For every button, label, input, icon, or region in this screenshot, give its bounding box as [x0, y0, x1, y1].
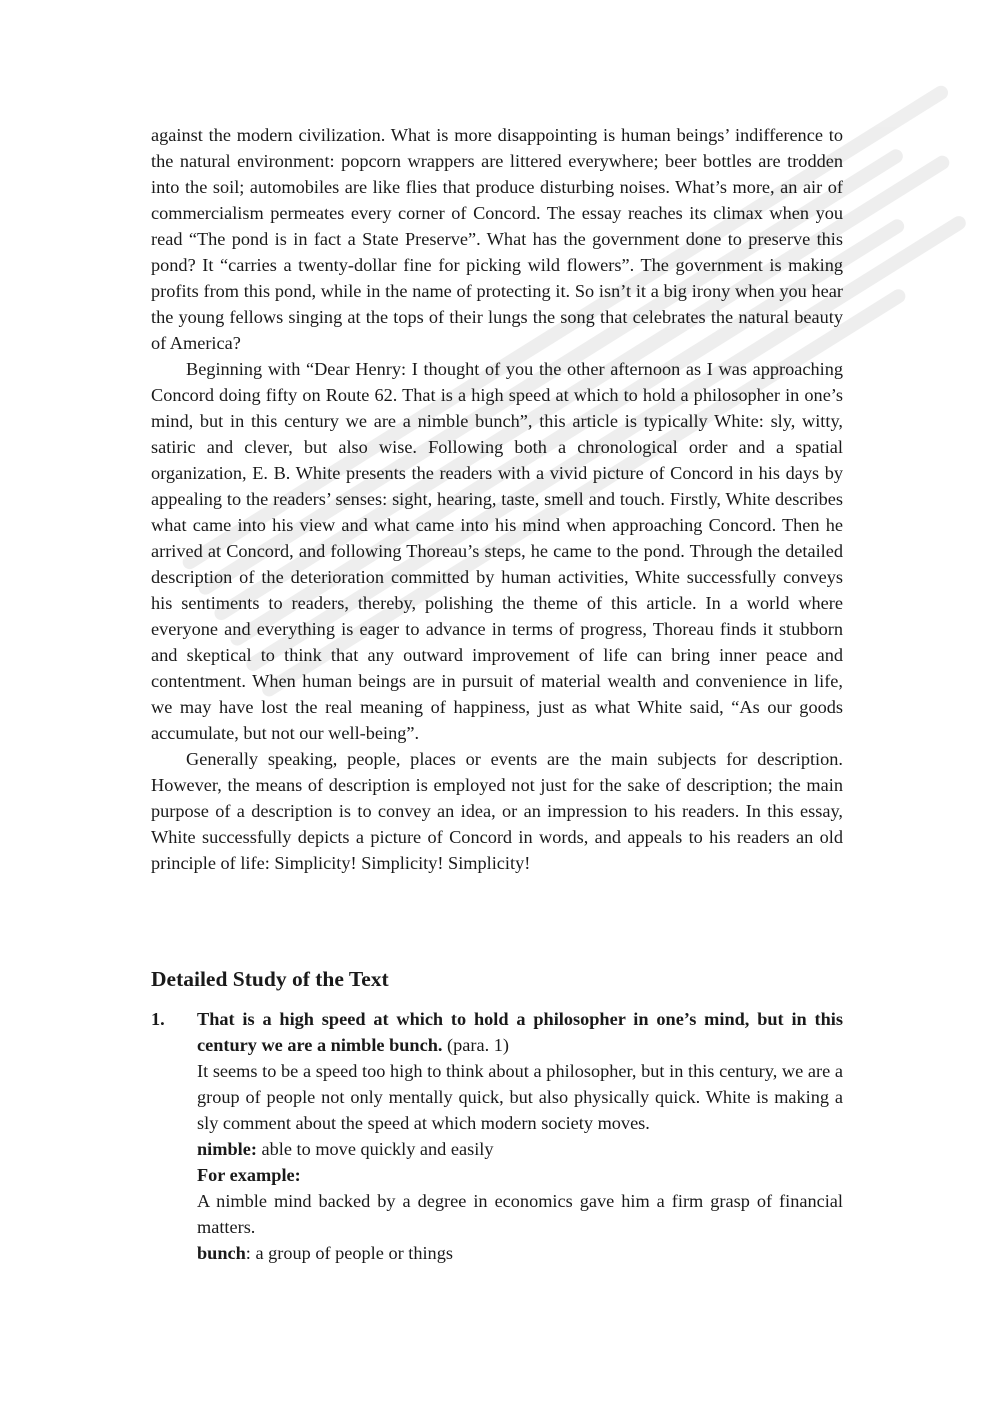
study-item-1 [151, 1006, 843, 1266]
item-explanation: It seems to be a speed too high to think about a philosopher, but in this century, we are a group of people not only mentally quick, but also physically quick. White is making a sly comment about the speed at which modern society moves. [197, 1061, 843, 1133]
example-label: For example: [197, 1165, 301, 1185]
page-content [151, 122, 843, 1263]
item-body [197, 1006, 843, 1266]
paragraph-1: against the modern civilization. What is more disappointing is human beings’ indifference to the natural environment: popcorn wrappers are littered everywhere; beer bottles are trodden into the soil; automobiles are like flies that produce disturbing noises. What’s more, an air of commercialism permeates every corner of Concord. The essay reaches its climax when you read “The pond is in fact a State Preserve”. What has the government done to preserve this pond? It “carries a twenty-dollar fine for picking wild flowers”. The government is making profits from this pond, while in the name of protecting it. So isn’t it a big irony when you hear the young fellows singing at the tops of their lungs the song that celebrates the natural beauty of America? [151, 125, 843, 353]
paragraph-3: Generally speaking, people, places or events are the main subjects for description. However, the means of description is employed not just for the sake of description; the main purpose of a description is to convey an idea, or an impression to his readers. In this essay, White successfully depicts a picture of Concord in words, and appeals to his readers an old principle of life: Simplicity! Simplicity! Simplicity! [151, 749, 843, 873]
vocab-nimble [197, 1136, 843, 1162]
example-text: A nimble mind backed by a degree in economics gave him a firm grasp of financial matters. [197, 1191, 843, 1237]
item-number: 1. [151, 1009, 165, 1029]
item-ref: (para. 1) [442, 1035, 509, 1055]
vocab-bunch [197, 1240, 843, 1266]
vocab-term-bunch: bunch [197, 1243, 246, 1263]
vocab-def-bunch: : a group of people or things [245, 1243, 453, 1263]
paragraph-2: Beginning with “Dear Henry: I thought of you the other afternoon as I was approaching Concord doing fifty on Route 62. That is a high speed at which to hold a philosopher in one’s mind, but in this century we are a nimble bunch”, this article is typically White: sly, witty, satiric and clever, but also wise. Following both a chronological order and a spatial organization, E. B. White presents the readers with a vivid picture of Concord in his days by appealing to the readers’ senses: sight, hearing, taste, smell and touch. Firstly, White describes what came into his view and what came into his mind when approaching Concord. Then he arrived at Concord, and following Thoreau’s steps, he came to the pond. Through the detailed description of the deterioration committed by human activities, White successfully conveys his sentiments to readers, thereby, polishing the theme of this article. In a world where everyone and everything is eager to advance in terms of progress, Thoreau finds it stubborn and skeptical to think that any outward improvement of life can bring inner peace and contentment. When human beings are in pursuit of material wealth and convenience in life, we may have lost the real meaning of happiness, just as what White said, “As our goods accumulate, but not our well-being”. [151, 359, 843, 743]
vocab-def-nimble: able to move quickly and easily [256, 1139, 494, 1159]
section-heading: Detailed Study of the Text [151, 967, 389, 991]
vocab-term-nimble: nimble: [197, 1139, 257, 1159]
item-quote: That is a high speed at which to hold a philosopher in one’s mind, but in this century we are a nimble bunch. [197, 1009, 843, 1055]
item-quote-line [197, 1006, 843, 1058]
